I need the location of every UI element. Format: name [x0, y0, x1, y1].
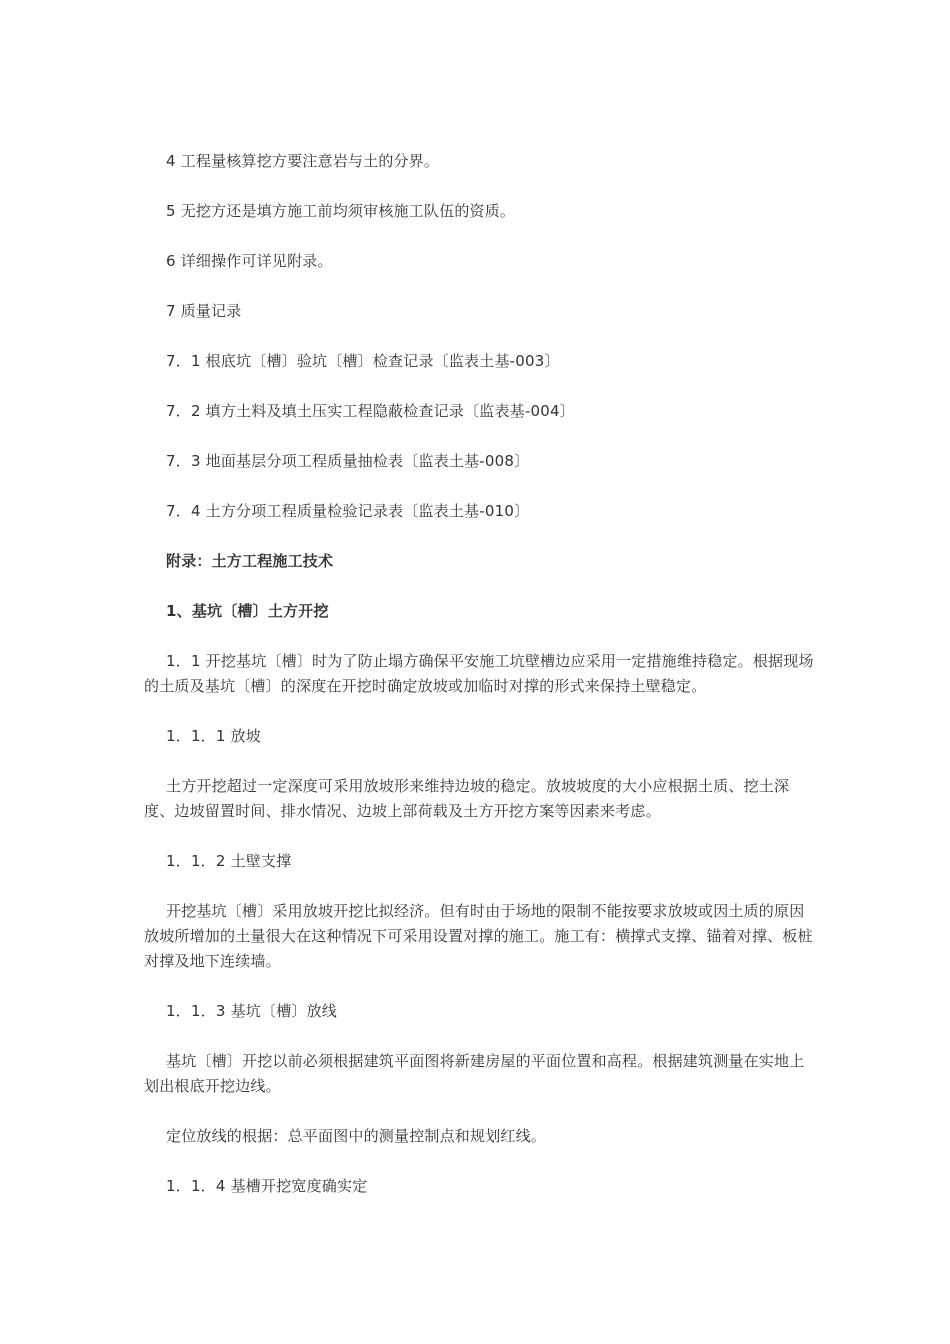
- paragraph-item-5: 5 无挖方还是填方施工前均须审核施工队伍的资质。: [166, 202, 516, 220]
- document-body: [144, 149, 816, 1199]
- subheading-1-1-4: 1．1．4 基槽开挖宽度确实定: [166, 1177, 368, 1195]
- paragraph-layout-line: 基坑〔槽〕开挖以前必须根据建筑平面图将新建房屋的平面位置和高程。根据建筑测量在实地上划出根底开挖边线。: [144, 1052, 805, 1095]
- paragraph-item-4: 4 工程量核算挖方要注意岩与土的分界。: [166, 152, 440, 170]
- paragraph-1-1: 1．1 开挖基坑〔槽〕时为了防止塌方确保平安施工坑壁槽边应采用一定措施维持稳定。根据现场的土质及基坑〔槽〕的深度在开挖时确定放坡或加临时对撑的形式来保持土壁稳定。: [144, 652, 814, 695]
- subheading-1-1-2: 1．1．2 土壁支撑: [166, 852, 292, 870]
- subheading-1-1-3: 1．1．3 基坑〔槽〕放线: [166, 1002, 337, 1020]
- paragraph-record-7-1: 7．1 根底坑〔槽〕验坑〔槽〕检查记录〔监表土基-003〕: [166, 352, 560, 370]
- paragraph-record-7-2: 7．2 填方土料及填土压实工程隐蔽检查记录〔监表基-004〕: [166, 402, 575, 420]
- paragraph-quality-records: 7 质量记录: [166, 302, 242, 320]
- appendix-title: 附录：土方工程施工技术: [166, 552, 334, 570]
- paragraph-support: 开挖基坑〔槽〕采用放坡开挖比拟经济。但有时由于场地的限制不能按要求放坡或因土质的原因放坡所增加的土量很大在这种情况下可采用设置对撑的施工。施工有：横撑式支撑、锚着对撑、板桩对撑及地下连续墙。: [144, 902, 813, 970]
- paragraph-slope: 土方开挖超过一定深度可采用放坡形来维持边坡的稳定。放坡坡度的大小应根据土质、挖土深度、边坡留置时间、排水情况、边坡上部荷载及土方开挖方案等因素来考虑。: [144, 777, 790, 820]
- paragraph-record-7-3: 7．3 地面基层分项工程质量抽检表〔监表土基-008〕: [166, 452, 530, 470]
- paragraph-item-6: 6 详细操作可详见附录。: [166, 252, 333, 270]
- paragraph-record-7-4: 7．4 土方分项工程质量检验记录表〔监表土基-010〕: [166, 502, 530, 520]
- section-heading-1: 1、基坑〔槽〕土方开挖: [166, 602, 329, 620]
- paragraph-positioning-basis: 定位放线的根据：总平面图中的测量控制点和规划红线。: [166, 1127, 547, 1145]
- subheading-1-1-1: 1．1．1 放坡: [166, 727, 261, 745]
